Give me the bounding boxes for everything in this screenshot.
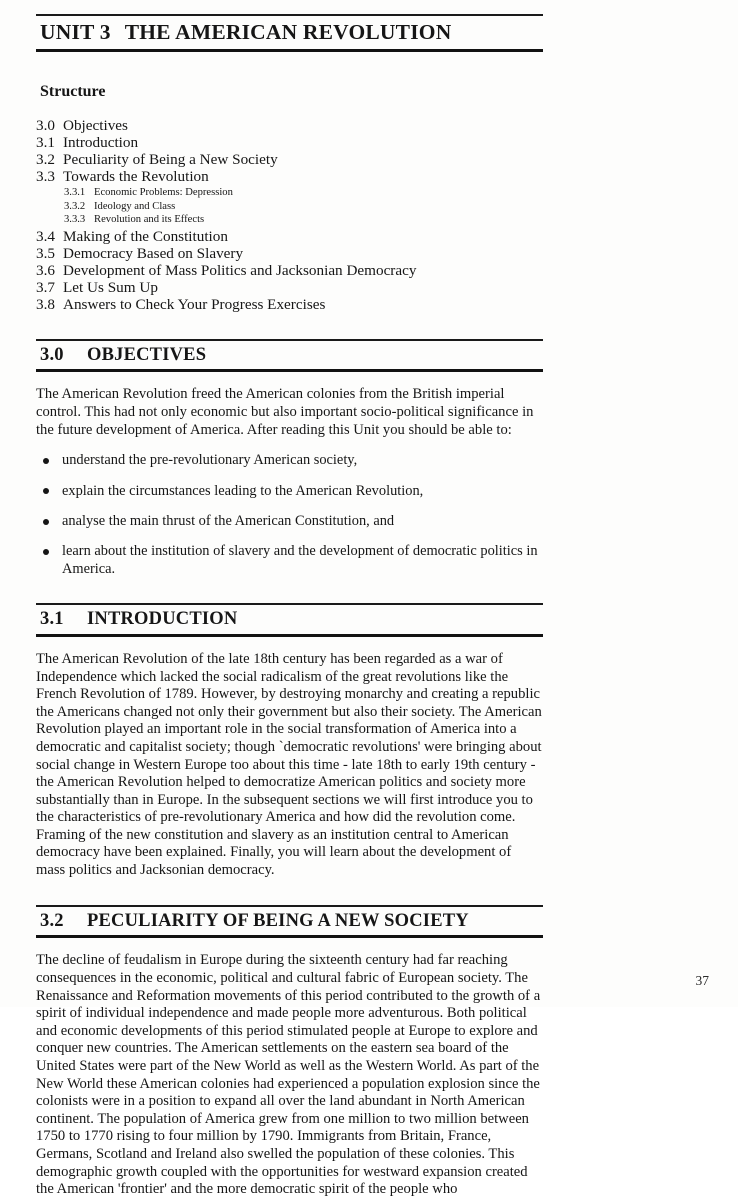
- objectives-intro-paragraph: The American Revolution freed the American colonies from the British imperial control. This had not only economic but also important socio-political significance in the future development of America. After reading this Unit you should be able to:: [36, 386, 534, 438]
- objective-text: learn about the institution of slavery and the development of democratic politics in America.: [62, 543, 538, 577]
- section-number: 3.0: [40, 344, 64, 365]
- structure-item-3-8: [36, 296, 543, 313]
- section-objectives: [36, 339, 543, 579]
- structure-sub-item-label: Economic Problems: Depression: [94, 187, 233, 199]
- section-title-text: PECULIARITY OF BEING A NEW SOCIETY: [87, 910, 469, 931]
- structure-item-number: 3.8: [36, 296, 55, 314]
- structure-item-3-1: [36, 134, 543, 151]
- objective-item: [36, 543, 543, 578]
- structure-sub-item-3-3-1: [36, 186, 543, 199]
- objective-item: [36, 452, 543, 469]
- structure-item-number: 3.5: [36, 244, 55, 262]
- unit-title-rule-bottom: [36, 49, 543, 52]
- structure-item-label: Let Us Sum Up: [63, 279, 158, 297]
- structure-sub-item-3-3-2: [36, 200, 543, 213]
- unit-number: UNIT 3: [40, 20, 111, 44]
- section-rule-bottom: [36, 369, 543, 372]
- structure-heading: Structure: [40, 82, 106, 100]
- structure-item-3-2: [36, 151, 543, 168]
- section-number: 3.2: [40, 910, 64, 931]
- structure-item-label: Objectives: [63, 116, 128, 134]
- unit-title-text: THE AMERICAN REVOLUTION: [124, 20, 452, 44]
- structure-sub-item-number: 3.3.1: [64, 187, 86, 199]
- objective-text: understand the pre-revolutionary American society,: [62, 452, 358, 469]
- structure-item-label: Introduction: [63, 133, 139, 151]
- section-rule-bottom: [36, 634, 543, 637]
- section-title-objectives: [36, 341, 543, 370]
- structure-item-3-4: [36, 228, 543, 245]
- structure-item-label: Democracy Based on Slavery: [63, 244, 244, 262]
- peculiarity-paragraph: The decline of feudalism in Europe during the sixteenth century had far reaching consequences in the economic, political and cultural fabric of European society. The Renaissance and Reformation movements of this period contributed to the growth of a spirit of individual independence and made people more adventurous. Both political and economic developments of this period stimulated people at Europe to explore and conquer new countries. The American settlements on the eastern sea board of the United States were part of the New World as well as the Western World. As part of the New World these American colonies had experienced a population explosion since the colonists were in a position to expand all over the land abundant in North American continent. The population of America grew from one million to two million between 1750 to 1770 rising to four million by 1790. Immigrants from Britain, France, Germans, Scotland and Ireland also swelled the population of these colonies. This demographic growth coupled with the opportunities for westward expansion created the American 'frontier' and the more democratic spirit of the people who: [36, 952, 541, 1198]
- objective-text: analyse the main thrust of the American Constitution, and: [62, 513, 395, 529]
- structure-item-number: 3.7: [36, 279, 55, 297]
- bullet-dot-icon: [43, 519, 49, 525]
- structure-sub-item-number: 3.3.2: [64, 200, 86, 212]
- structure-item-3-7: [36, 279, 543, 296]
- structure-item-3-5: [36, 245, 543, 262]
- section-number: 3.1: [40, 609, 64, 630]
- section-title-text: OBJECTIVES: [87, 344, 207, 365]
- objective-item: [36, 483, 543, 500]
- objective-item: [36, 513, 543, 530]
- structure-item-3-0: [36, 117, 543, 134]
- structure-item-label: Development of Mass Politics and Jacksonian Democracy: [63, 262, 417, 280]
- bullet-dot-icon: [43, 549, 49, 555]
- structure-item-label: Answers to Check Your Progress Exercises: [63, 296, 326, 314]
- page-content: [36, 14, 543, 1199]
- objectives-bullet-list: [36, 452, 543, 578]
- introduction-paragraph: The American Revolution of the late 18th century has been regarded as a war of Independence which lacked the social radicalism of the great revolutions like the French Revolution of 1789. However, by destroying monarchy and creating a republic the Americans changed not only their government but also their society. The American Revolution played an important role in the social transformation of America into a democratic and capitalist society; though `democratic revolutions' were bringing about social change in Western Europe too about this time - late 18th to early 19th century - the American Revolution helped to democratize American politics and society more substantially than in Europe. In the subsequent sections we will first introduce you to the characteristics of pre-revolutionary America and how did the revolution come. Framing of the new constitution and slavery as an institution central to American democracy have been explained. Finally, you will learn about the development of mass politics and Jacksonian democracy.: [36, 650, 542, 879]
- section-peculiarity: [36, 905, 543, 1199]
- section-title-text: INTRODUCTION: [87, 609, 238, 630]
- section-rule-bottom: [36, 935, 543, 938]
- structure-item-label: Peculiarity of Being a New Society: [63, 151, 278, 169]
- structure-item-number: 3.4: [36, 227, 55, 245]
- objective-text: explain the circumstances leading to the American Revolution,: [62, 482, 424, 499]
- structure-item-number: 3.2: [36, 151, 55, 169]
- structure-sub-item-label: Revolution and its Effects: [94, 214, 205, 226]
- structure-item-number: 3.1: [36, 133, 55, 151]
- structure-sub-list: [36, 186, 543, 226]
- structure-item-number: 3.6: [36, 262, 55, 280]
- structure-item-number: 3.0: [36, 116, 55, 134]
- bullet-dot-icon: [43, 458, 49, 464]
- page-number: 37: [695, 973, 709, 988]
- structure-item-number: 3.3: [36, 168, 55, 186]
- section-title-introduction: [36, 605, 543, 634]
- structure-item-label: Making of the Constitution: [63, 227, 228, 245]
- unit-title: [36, 16, 543, 49]
- structure-sub-item-3-3-3: [36, 213, 543, 226]
- structure-sub-item-number: 3.3.3: [64, 214, 86, 226]
- structure-sub-item-label: Ideology and Class: [94, 200, 176, 212]
- unit-title-block: [36, 14, 543, 52]
- section-introduction: [36, 603, 543, 879]
- structure-item-3-3: [36, 168, 543, 226]
- structure-item-3-6: [36, 262, 543, 279]
- section-title-peculiarity: [36, 907, 543, 936]
- structure-item-label: Towards the Revolution: [63, 168, 209, 186]
- bullet-dot-icon: [43, 488, 49, 494]
- structure-list: [36, 117, 543, 314]
